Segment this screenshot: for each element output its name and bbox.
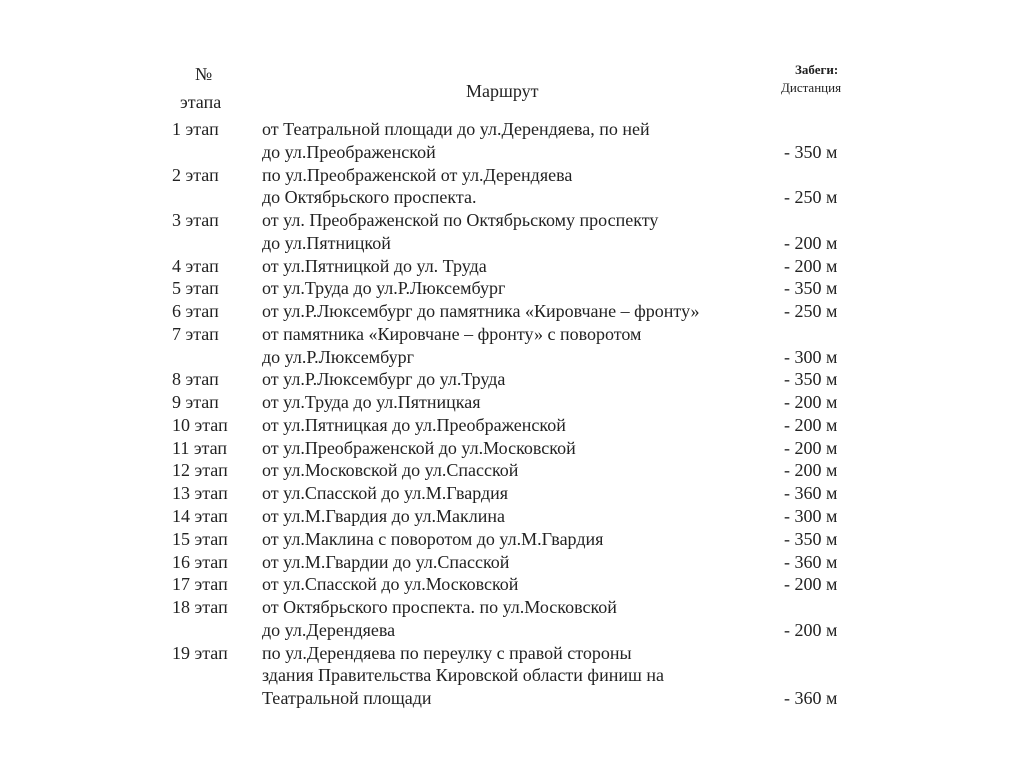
table-row — [172, 642, 872, 710]
route-line: до ул.Р.Люксембург — [262, 346, 415, 367]
route-description — [262, 437, 772, 460]
stage-number: 17 этап — [172, 574, 228, 595]
stages-table — [172, 118, 872, 710]
route-line: от ул.Спасской до ул.Московской — [262, 574, 519, 595]
route-line: от ул.М.Гвардия до ул.Маклина — [262, 506, 505, 527]
route-line: по ул.Дерендяева по переулку с правой стороны — [262, 642, 632, 663]
table-row — [172, 414, 872, 437]
route-description — [262, 414, 772, 437]
table-row — [172, 528, 872, 551]
route-description — [262, 505, 772, 528]
stage-number: 15 этап — [172, 528, 228, 549]
distance: - 200 м — [784, 437, 838, 458]
route-line: от ул. Преображенской по Октябрьскому проспекту — [262, 210, 659, 231]
distance: - 350 м — [784, 278, 838, 299]
distance: - 200 м — [784, 414, 838, 435]
route-description — [262, 164, 772, 210]
table-row — [172, 551, 872, 574]
route-description — [262, 482, 772, 505]
table-row — [172, 368, 872, 391]
table-row — [172, 596, 872, 642]
stage-number: 7 этап — [172, 323, 219, 344]
route-description — [262, 255, 772, 278]
stage-number: 1 этап — [172, 119, 219, 139]
distance: - 200 м — [784, 232, 838, 253]
table-row — [172, 505, 872, 528]
table-row — [172, 277, 872, 300]
table-row — [172, 255, 872, 278]
route-line: от ул.Пятницкой до ул. Труда — [262, 255, 487, 276]
route-line: здания Правительства Кировской области финиш на — [262, 665, 664, 686]
route-line: от ул.Преображенской до ул.Московской — [262, 437, 576, 458]
distance: - 300 м — [784, 346, 838, 367]
stage-number: 16 этап — [172, 551, 228, 572]
route-description — [262, 368, 772, 391]
route-line: от ул.Р.Люксембург до ул.Труда — [262, 369, 506, 390]
distance: - 300 м — [784, 506, 838, 527]
route-description — [262, 596, 772, 642]
route-description — [262, 300, 772, 323]
stage-number: 2 этап — [172, 164, 219, 185]
route-line: от ул.М.Гвардии до ул.Спасской — [262, 551, 510, 572]
header-stage-no: № — [195, 64, 213, 84]
stage-number: 5 этап — [172, 278, 219, 299]
distance: - 200 м — [784, 392, 838, 413]
distance: - 350 м — [784, 369, 838, 390]
stage-number: 19 этап — [172, 642, 228, 663]
route-description — [262, 573, 772, 596]
route-line: Театральной площади — [262, 688, 432, 709]
stage-number: 8 этап — [172, 369, 219, 390]
route-line: до ул.Преображенской — [262, 141, 436, 162]
route-description — [262, 118, 772, 164]
distance: - 200 м — [784, 619, 838, 640]
header-route: Маршрут — [466, 81, 539, 101]
table-row — [172, 323, 872, 369]
stage-number: 4 этап — [172, 255, 219, 276]
route-description — [262, 459, 772, 482]
table-row — [172, 437, 872, 460]
table-row — [172, 482, 872, 505]
stage-number: 11 этап — [172, 437, 228, 458]
distance: - 200 м — [784, 574, 838, 595]
route-line: от ул.Труда до ул.Р.Люксембург — [262, 278, 506, 299]
distance: - 250 м — [784, 187, 838, 208]
route-description — [262, 323, 772, 369]
table-row — [172, 391, 872, 414]
route-line: от памятника «Кировчане – фронту» с поворотом — [262, 323, 642, 344]
distance: - 350 м — [784, 528, 838, 549]
stage-number: 13 этап — [172, 483, 228, 504]
table-row — [172, 164, 872, 210]
route-line: от ул.Маклина с поворотом до ул.М.Гвардия — [262, 528, 604, 549]
table-row — [172, 118, 872, 164]
table-row — [172, 300, 872, 323]
route-line: от ул.Р.Люксембург до памятника «Кировчане – фронту» — [262, 301, 700, 322]
distance: - 200 м — [784, 255, 838, 276]
route-description — [262, 277, 772, 300]
route-line: по ул.Преображенской от ул.Дерендяева — [262, 164, 573, 185]
route-line: от ул.Спасской до ул.М.Гвардия — [262, 483, 509, 504]
route-line: от ул.Пятницкая до ул.Преображенской — [262, 414, 566, 435]
route-description — [262, 528, 772, 551]
route-description — [262, 551, 772, 574]
stage-number: 10 этап — [172, 414, 228, 435]
route-description — [262, 642, 772, 710]
header-distance: Дистанция — [781, 80, 842, 95]
stage-number: 18 этап — [172, 597, 228, 618]
route-line: от ул.Труда до ул.Пятницкая — [262, 392, 481, 413]
route-line: от Театральной площади до ул.Дерендяева, по ней — [262, 119, 650, 139]
table-row — [172, 459, 872, 482]
stage-number: 6 этап — [172, 301, 219, 322]
header-runs: Забеги: — [795, 62, 839, 77]
route-line: до ул.Дерендяева — [262, 619, 396, 640]
header-stage-word: этапа — [180, 92, 222, 112]
route-description — [262, 391, 772, 414]
table-row — [172, 209, 872, 255]
route-line: до ул.Пятницкой — [262, 232, 391, 253]
distance: - 360 м — [784, 483, 838, 504]
route-line: от ул.Московской до ул.Спасской — [262, 460, 519, 481]
distance: - 250 м — [784, 301, 838, 322]
stage-number: 14 этап — [172, 506, 228, 527]
distance: - 360 м — [784, 688, 838, 709]
route-description — [262, 209, 772, 255]
table-row — [172, 573, 872, 596]
stage-number: 12 этап — [172, 460, 228, 481]
route-line: от Октябрьского проспекта. по ул.Московской — [262, 597, 617, 618]
stage-number: 9 этап — [172, 392, 219, 413]
route-line: до Октябрьского проспекта. — [262, 187, 477, 208]
stage-number: 3 этап — [172, 210, 219, 231]
distance: - 350 м — [784, 141, 838, 162]
distance: - 200 м — [784, 460, 838, 481]
distance: - 360 м — [784, 551, 838, 572]
